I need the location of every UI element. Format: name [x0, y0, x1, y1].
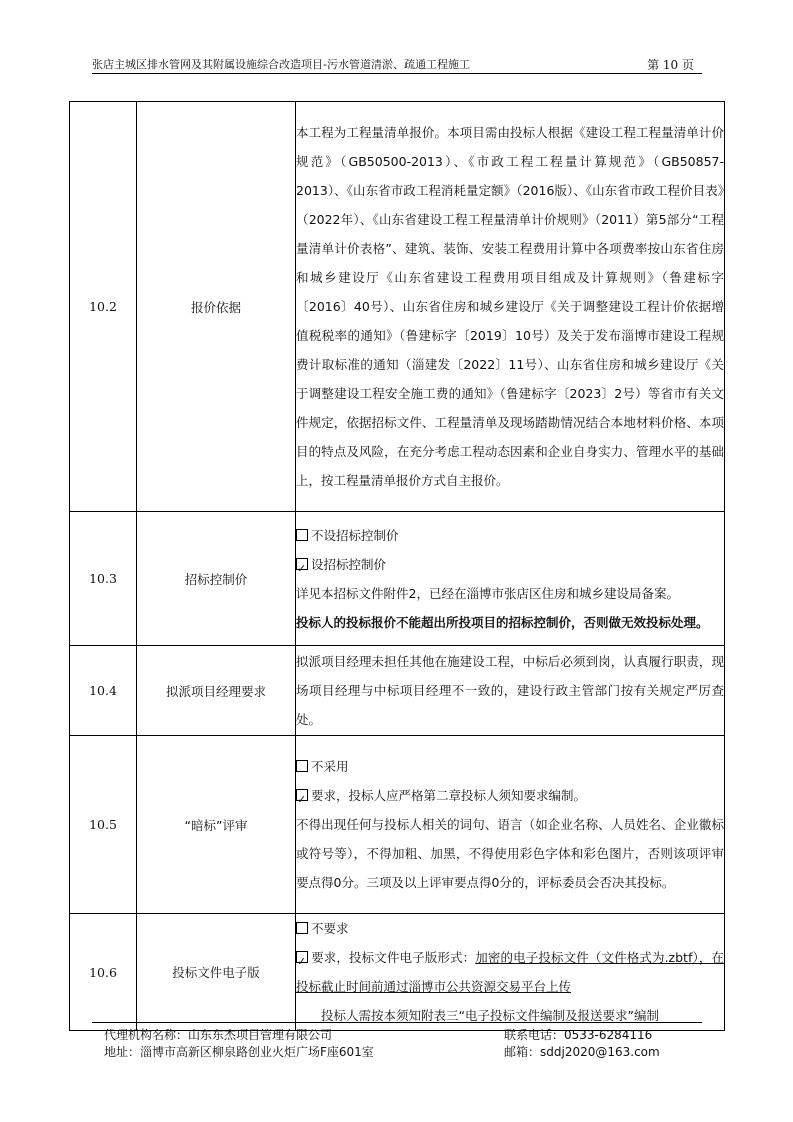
checkbox-unchecked-icon	[296, 760, 308, 772]
control-price-warning: 投标人的投标报价不能超出所投项目的招标控制价，否则做无效投标处理。	[296, 614, 709, 630]
option-line	[296, 781, 724, 810]
option-line	[296, 521, 724, 550]
header-divider	[92, 73, 702, 74]
option-label: 不采用	[311, 759, 349, 774]
row-content	[296, 914, 725, 1031]
option-label: 不要求	[311, 921, 349, 936]
agency-address: 地址：淄博市高新区柳泉路创业火炬广场F座601室	[104, 1045, 374, 1059]
document-title: 张店主城区排水管网及其附属设施综合改造项目-污水管道清淤、疏通工程施工	[92, 58, 470, 71]
row-item-name: 招标控制价	[137, 512, 296, 646]
table-row	[70, 512, 725, 646]
option-line	[296, 550, 724, 579]
option-label: 要求，投标文件电子版形式：	[311, 950, 476, 965]
option-label: 设招标控制价	[311, 556, 387, 572]
row-number: 10.3	[70, 512, 137, 646]
option-label: 要求，投标人应严格第二章投标人须知要求编制。	[311, 788, 587, 803]
option-line	[296, 943, 724, 1001]
pricing-basis-text: 本工程为工程量清单报价。本项目需由投标人根据《建设工程工程量清单计价规范》（GB50500-2013）、《市政工程工程量计算规范》（GB50857-2013）、《山东省市政工程消耗量定额》（2016版）、《山东省市政工程价目表》（2022年）、《山东省建设工程工程量清单计价规则》（2011）第5部分“工程量清单计价表格”、建筑、装饰、安装工程费用计算中各项费率按山东省住房和城乡建设厅《山东省建设工程费用项目组成及计算规则》（鲁建标字〔2016〕40号）、山东省住房和城乡建设厅《关于调整建设工程计价依据增值税税率的通知》（鲁建标字〔2019〕10号）及关于发布淄博市建设工程规费计取标准的通知（淄建发〔2022〕11号）、山东省住房和城乡建设厅《关于调整建设工程安全施工费的通知》（鲁建标字〔2023〕2号）等省市有关文件规定，依据招标文件、工程量清单及现场踏勘情况结合本地材料价格、本项目的特点及风险，在充分考虑工程动态因素和企业自身实力、管理水平的基础上，按工程量清单报价方式自主报价。	[296, 125, 724, 488]
anonymous-review-text: 不得出现任何与投标人相关的词句、语言（如企业名称、人员姓名、企业徽标或符号等），不得加粗、加黑，不得使用彩色字体和彩色图片，否则该项评审要点得0分。三项及以上评审要点得0分的，评标委员会否决其投标。	[296, 817, 724, 890]
electronic-requirement-text: 投标人需按本须知附表三“电子投标文件编制及报送要求”编制	[321, 1008, 659, 1023]
contact-email: 邮箱：sddj2020@163.com	[504, 1045, 660, 1059]
table-row	[70, 914, 725, 1031]
row-content	[296, 646, 725, 736]
row-content	[296, 102, 725, 512]
checkbox-checked-icon	[296, 558, 308, 570]
row-content	[296, 512, 725, 646]
table-row	[70, 736, 725, 914]
agency-name: 代理机构名称：山东东杰项目管理有限公司	[104, 1028, 333, 1042]
row-number: 10.6	[70, 914, 137, 1031]
table-row	[70, 646, 725, 736]
bid-info-table	[69, 101, 725, 1031]
row-number: 10.5	[70, 736, 137, 914]
row-number: 10.4	[70, 646, 137, 736]
row-number: 10.2	[70, 102, 137, 512]
row-item-name: 报价依据	[137, 102, 296, 512]
table-row	[70, 102, 725, 512]
option-line	[296, 914, 724, 943]
option-label: 不设招标控制价	[311, 527, 399, 543]
checkbox-unchecked-icon	[296, 922, 308, 934]
row-content	[296, 736, 725, 914]
page-number: 第 10 页	[647, 58, 694, 72]
checkbox-checked-icon	[296, 789, 308, 801]
footer-divider	[92, 1022, 702, 1023]
option-line	[296, 752, 724, 781]
contact-phone: 联系电话：0533-6284116	[504, 1028, 653, 1042]
checkbox-checked-icon	[296, 951, 308, 963]
checkbox-unchecked-icon	[296, 529, 308, 541]
row-item-name: “暗标”评审	[137, 736, 296, 914]
row-item-name: 投标文件电子版	[137, 914, 296, 1031]
control-price-note: 详见本招标文件附件2，已经在淄博市张店区住房和城乡建设局备案。	[296, 585, 679, 601]
row-item-name: 拟派项目经理要求	[137, 646, 296, 736]
electronic-format-text: 加密的电子投标文件（文件格式为.zbtf），在投标截止时间前通过淄博市公共资源交易平台上传	[296, 950, 724, 994]
manager-requirement-text: 拟派项目经理未担任其他在施建设工程，中标后必须到岗，认真履行职责，现场项目经理与中标项目经理不一致的，建设行政主管部门按有关规定严厉查处。	[296, 654, 724, 727]
